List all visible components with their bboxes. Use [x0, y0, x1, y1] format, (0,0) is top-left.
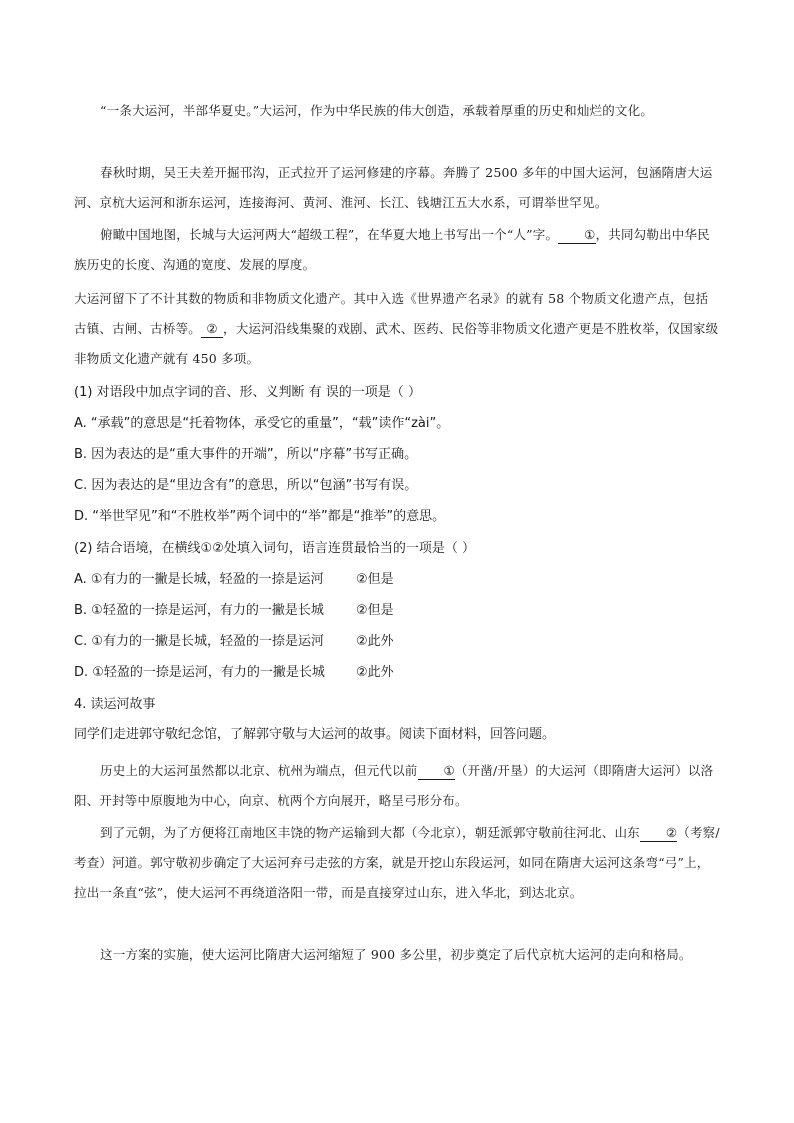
story-2-part-b: （考察/考查）河道。郭守敬初步确定了大运河弃弓走弦的方案，就是开挖山东段运河，如同在隋唐大运河这条弯“弓”上，拉出一条直“弦”，使大运河不再绕道洛阳一带，而是直接穿过山东，进入华北，到达北京。	[74, 825, 720, 900]
question-1-option-c: C. 因为表达的是“里边含有”的意思，所以“包涵”书写有误。	[74, 478, 418, 493]
paragraph-4-part-b: ，大运河沿线集聚的戏剧、武术、医药、民俗等非物质文化遗产更是不胜枚举，仅国家级非物质文化遗产就有 450 多项。	[74, 321, 719, 366]
question-1-option-a: A. “承载”的意思是“托着物体，承受它的重量”，“载”读作“zài”。	[74, 416, 450, 431]
story-blank-1: ①	[418, 763, 455, 780]
question-2-option-b	[74, 596, 720, 626]
section-4-title: 4. 读运河故事	[74, 697, 156, 712]
passage-paragraph-2: 春秋时期，吴王夫差开掘邗沟，正式拉开了运河修建的序幕。奔腾了 2500 多年的中国大运河，包涵隋唐大运河、京杭大运河和浙东运河，连接海河、黄河、淮河、长江、钱塘江五大水系，可谓举世罕见。	[74, 165, 713, 210]
passage-paragraph-1: “一条大运河，半部华夏史。”大运河，作为中华民族的伟大创造，承载着厚重的历史和灿烂的文化。	[100, 103, 654, 118]
story-paragraph-3: 这一方案的实施，使大运河比隋唐大运河缩短了 900 多公里，初步奠定了后代京杭大运河的走向和格局。	[100, 947, 692, 962]
option-b-connector: ②但是	[356, 603, 394, 618]
option-a-connector: ②但是	[356, 572, 394, 587]
blank-1: ①	[558, 227, 595, 244]
story-paragraph-1	[74, 756, 720, 816]
question-2-option-d	[74, 658, 720, 688]
blank-2: ②	[201, 321, 223, 338]
option-d-connector: ②此外	[356, 665, 394, 680]
story-1-part-b: （开凿/开垦）的大运河（即隋唐大运河）以洛阳、开封等中原腹地为中心，向京、杭两个方向展开，略呈弓形分布。	[74, 763, 714, 808]
passage-paragraph-4	[74, 284, 720, 374]
paragraph-3-part-b: ，共同勾勒出中华民族历史的长度、沟通的宽度、发展的厚度。	[74, 227, 710, 272]
question-1-option-d: D. “举世罕见”和“不胜枚举”两个词中的“举”都是“推举”的意思。	[74, 509, 446, 524]
section-4-intro: 同学们走进郭守敬纪念馆，了解郭守敬与大运河的故事。阅读下面材料，回答问题。	[74, 727, 556, 742]
question-2-stem: (2) 结合语境，在横线①②处填入词句，语言连贯最恰当的一项是（ ）	[74, 541, 475, 556]
story-1-part-a: 历史上的大运河虽然都以北京、杭州为端点，但元代以前	[100, 763, 418, 778]
story-2-part-a: 到了元朝，为了方便将江南地区丰饶的物产运输到大都（今北京），朝廷派郭守敬前往河北、山东	[100, 825, 640, 840]
question-2-option-a	[74, 565, 720, 595]
question-2-option-c	[74, 627, 720, 657]
option-c-text: C. ①有力的一撇是长城，轻盈的一捺是运河	[74, 634, 324, 649]
paragraph-4-part-a: 大运河留下了不计其数的物质和非物质文化遗产。其中入选《世界遗产名录》的就有 58 个物质文化遗产点，包括古镇、古闸、古桥等。	[74, 291, 709, 336]
option-a-text: A. ①有力的一撇是长城，轻盈的一捺是运河	[74, 572, 324, 587]
story-blank-2: ②	[640, 825, 677, 842]
option-b-text: B. ①轻盈的一捺是运河，有力的一撇是长城	[74, 603, 324, 618]
question-1-option-b: B. 因为表达的是“重大事件的开端”，所以“序幕”书写正确。	[74, 447, 418, 462]
story-paragraph-2	[74, 818, 720, 908]
question-1-stem: (1) 对语段中加点字词的音、形、义判断 有 误的一项是（ ）	[74, 385, 421, 400]
passage-paragraph-3	[74, 220, 720, 280]
paragraph-3-part-a: 俯瞰中国地图，长城与大运河两大“超级工程”，在华夏大地上书写出一个“人”字。	[100, 227, 559, 242]
option-c-connector: ②此外	[356, 634, 394, 649]
option-d-text: D. ①轻盈的一捺是运河，有力的一撇是长城	[74, 665, 325, 680]
